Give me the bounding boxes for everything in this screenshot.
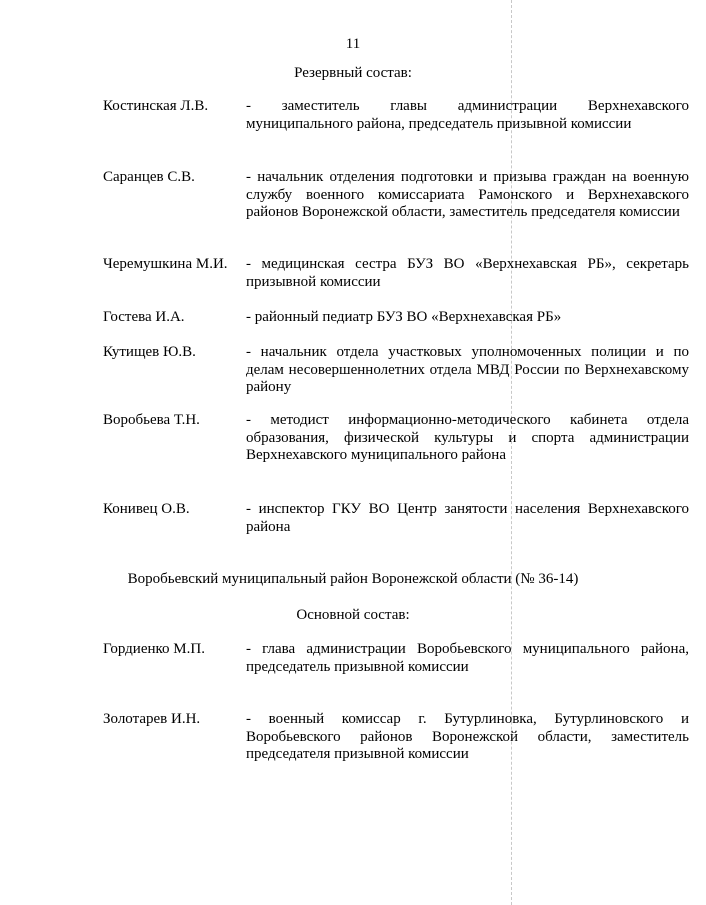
main-heading: Основной состав: xyxy=(296,607,410,623)
member-role: - заместитель главы администрации Верхнехавского муниципального района, председатель призывной комиссии xyxy=(246,98,689,132)
member-role: - методист информационно-методического кабинета отдела образования, физической культуры и спорта администрации Верхнехавского муниципального района xyxy=(246,412,689,463)
member-role: - начальник отделения подготовки и призыва граждан на военную службу военного комиссариата Рамонского и Верхнехавского районов Воронежской области, заместитель председателя комиссии xyxy=(246,169,689,220)
member-name: Золотарев И.Н. xyxy=(103,711,201,727)
member-name: Кутищев Ю.В. xyxy=(103,344,196,360)
member-name: Гордиенко М.П. xyxy=(103,641,205,657)
member-name: Гостева И.А. xyxy=(103,309,185,325)
member-role: - инспектор ГКУ ВО Центр занятости населения Верхнехавского района xyxy=(246,501,689,535)
member-name: Черемушкина М.И. xyxy=(103,256,228,272)
member-name: Саранцев С.В. xyxy=(103,169,195,185)
member-role: - начальник отдела участковых уполномоченных полиции и по делам несовершеннолетних отдела МВД России по Верхнехавскому району xyxy=(246,344,689,395)
member-name: Костинская Л.В. xyxy=(103,98,209,114)
member-role: - медицинская сестра БУЗ ВО «Верхнехавская РБ», секретарь призывной комиссии xyxy=(246,256,689,290)
member-name: Конивец О.В. xyxy=(103,501,190,517)
member-role: - глава администрации Воробьевского муниципального района, председатель призывной комиссии xyxy=(246,641,689,675)
district-title: Воробьевский муниципальный район Воронежской области (№ 36-14) xyxy=(127,571,579,587)
reserve-heading: Резервный состав: xyxy=(294,65,412,81)
member-role: - военный комиссар г. Бутурлиновка, Бутурлиновского и Воробьевского районов Воронежской области, заместитель председателя призывной комиссии xyxy=(246,711,689,762)
member-name: Воробьева Т.Н. xyxy=(103,412,200,428)
page-number: 11 xyxy=(345,36,361,52)
member-role: - районный педиатр БУЗ ВО «Верхнехавская РБ» xyxy=(246,309,562,325)
